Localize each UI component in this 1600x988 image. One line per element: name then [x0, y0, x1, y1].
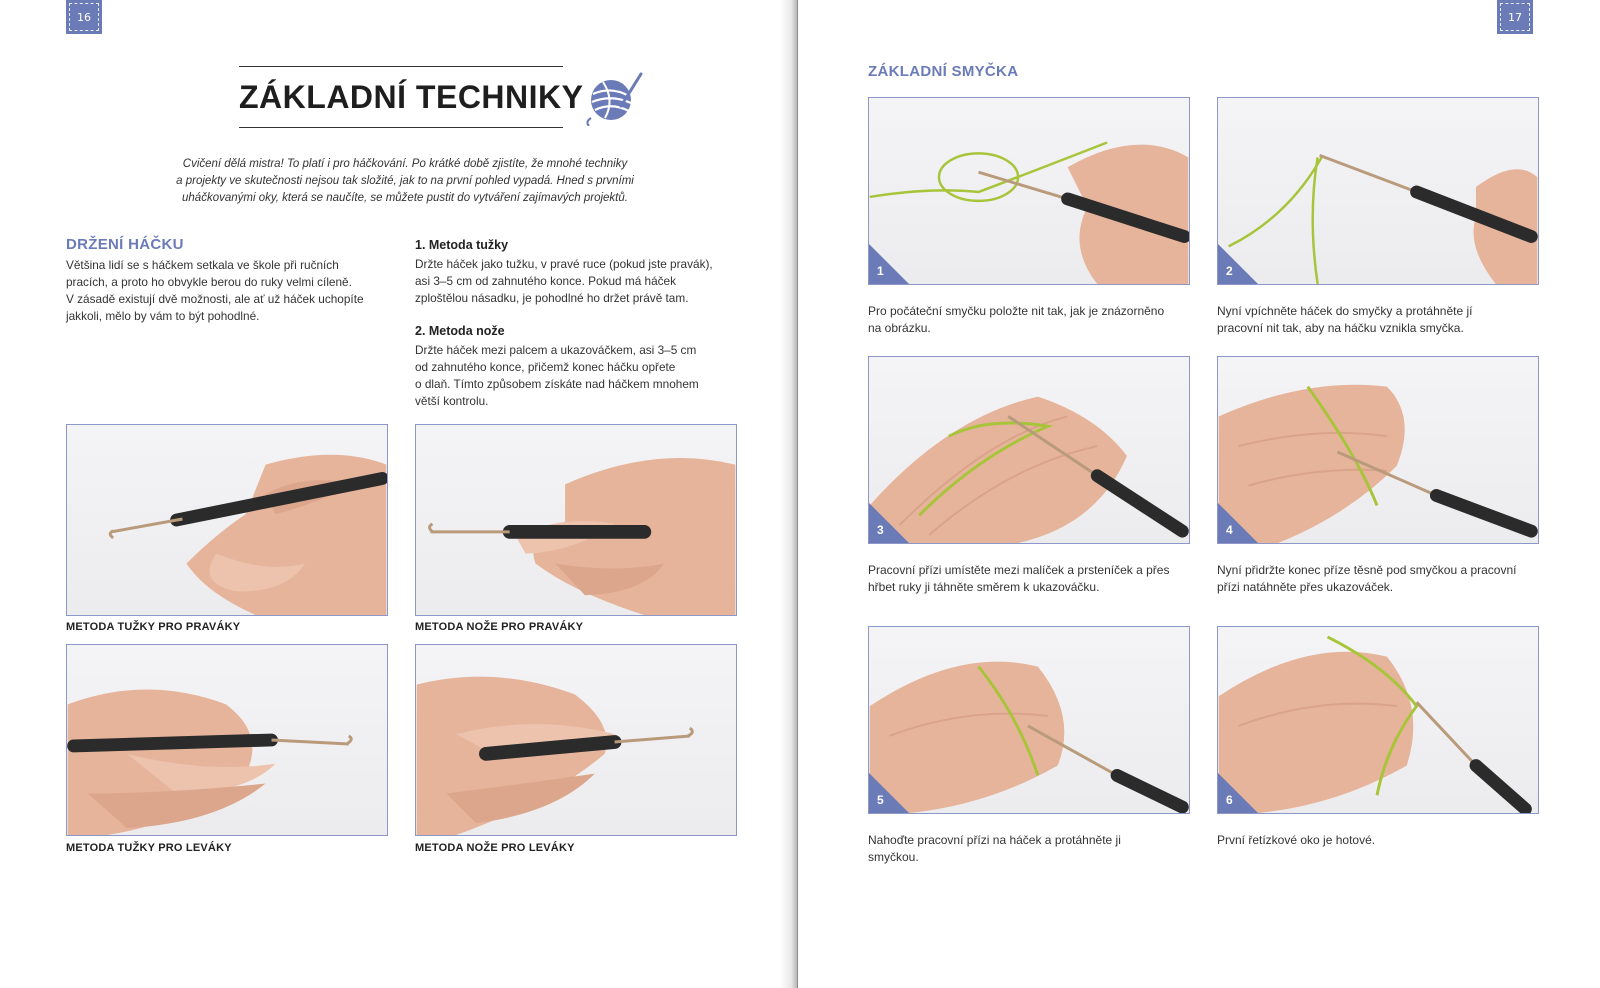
step-photo-2 [1217, 97, 1539, 285]
chapter-title-block [239, 66, 584, 128]
photo-pencil-right [66, 424, 388, 616]
photo-pencil-left [66, 644, 388, 836]
step-caption-4: Nyní přidržte konec příze těsně pod smyčkou a pracovní přízi natáhněte přes ukazováček. [1217, 563, 1517, 594]
step-caption-1: Pro počáteční smyčku položte nit tak, jak je znázorněno na obrázku. [868, 304, 1165, 335]
step-photo-3 [868, 356, 1190, 544]
photo-knife-right [415, 424, 737, 616]
method1-body: Držte háček jako tužku, v pravé ruce (pokud jste pravák), asi 3–5 cm od zahnutého konce. Pokud má háček zploštělou násadku, je pohodlné ho držet právě tam. [415, 257, 713, 305]
section-body-holding-hook: Většina lidí se s háčkem setkala ve škole při ručních pracích, a proto ho obvykle berou do ruky velmi cíleně. V zásadě existují dvě možnosti, ale ať už háček uchopíte jakkoli, mělo by vám to být pohodlné. [66, 258, 364, 323]
page-number-left: 16 [66, 0, 102, 34]
left-page [0, 0, 796, 988]
step-photo-4 [1217, 356, 1539, 544]
step-badge-2: 2 [1218, 244, 1258, 284]
page-number-right: 17 [1497, 0, 1533, 34]
caption-knife-right: METODA NOŽE PRO PRAVÁKY [415, 621, 584, 633]
step-badge-1: 1 [869, 244, 909, 284]
step-caption-3: Pracovní přízi umístěte mezi malíček a prsteníček a přes hřbet ruky ji táhněte směrem k ukazováčku. [868, 563, 1170, 594]
section-title-holding-hook: DRŽENÍ HÁČKU [66, 236, 184, 253]
method1-title: 1. Metoda tužky [415, 238, 509, 252]
caption-knife-left: METODA NOŽE PRO LEVÁKY [415, 842, 575, 854]
step-caption-6: První řetízkové oko je hotové. [1217, 833, 1376, 847]
step-badge-4: 4 [1218, 503, 1258, 543]
caption-pencil-left: METODA TUŽKY PRO LEVÁKY [66, 842, 232, 854]
step-caption-2: Nyní vpíchněte háček do smyčky a protáhněte jí pracovní nit tak, aby na háčku vznikla smyčka. [1217, 304, 1473, 335]
caption-pencil-right: METODA TUŽKY PRO PRAVÁKY [66, 621, 241, 633]
right-page [798, 0, 1600, 988]
step-caption-5: Nahoďte pracovní přízi na háček a protáhněte ji smyčkou. [868, 833, 1121, 864]
step-photo-1 [868, 97, 1190, 285]
yarn-ball-icon [585, 70, 645, 126]
method2-title: 2. Metoda nože [415, 324, 505, 338]
step-badge-6: 6 [1218, 773, 1258, 813]
step-photo-6 [1217, 626, 1539, 814]
photo-knife-left [415, 644, 737, 836]
chapter-title: ZÁKLADNÍ TECHNIKY [239, 78, 584, 115]
method2-body: Držte háček mezi palcem a ukazováčkem, asi 3–5 cm od zahnutého konce, přičemž konec háčku opřete o dlaň. Tímto způsobem získáte nad háčkem mnohem větší kontrolu. [415, 343, 699, 408]
intro-text: Cvičení dělá mistra! To platí i pro háčkování. Po krátké době zjistíte, že mnohé techniky a projekty ve skutečnosti nejsou tak složité, jak to na první pohled vypadá. Hned s prvními uháčkovanými oky, která se naučíte, se můžete pustit do vytváření zajímavých projektů. [176, 158, 634, 204]
step-badge-5: 5 [869, 773, 909, 813]
step-badge-3: 3 [869, 503, 909, 543]
section-title-slip-knot: ZÁKLADNÍ SMYČKA [868, 63, 1019, 80]
step-photo-5 [868, 626, 1190, 814]
